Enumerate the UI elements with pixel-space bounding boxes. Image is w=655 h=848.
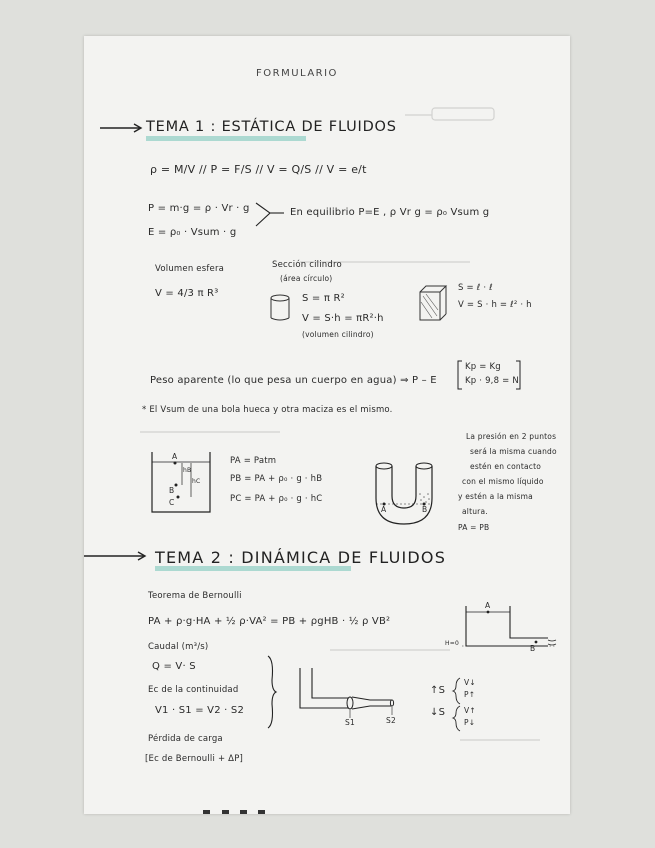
pressure-note-line: altura.	[462, 507, 488, 516]
cylinder-section-formula: S = π R²	[302, 293, 345, 304]
buoyancy-formula: E = ρ₀ · Vsum · g	[148, 227, 237, 238]
tema2-heading: TEMA 2 : DINÁMICA DE FLUIDOS	[155, 548, 447, 567]
u-tube-label-b: B	[422, 505, 428, 514]
prism-volume-formula: V = S · h = ℓ² · h	[458, 300, 532, 310]
pressure-increase: P↑	[464, 690, 476, 699]
cylinder-section-sub: (área círculo)	[280, 274, 333, 283]
pressure-b-formula: PB = PA + ρ₀ · g · hB	[230, 474, 323, 484]
pressure-note-line: La presión en 2 puntos	[466, 432, 557, 441]
bernoulli-label-b: B	[530, 644, 536, 653]
page-title: FORMULARIO	[256, 68, 338, 79]
head-loss-formula: [Ec de Bernoulli + ΔP]	[145, 754, 244, 764]
apparent-weight-formula: Peso aparente (lo que pesa un cuerpo en agua) ⇒ P – E	[150, 375, 437, 386]
pressure-note-line: será la misma cuando	[470, 447, 557, 456]
cylinder-volume-sub: (volumen cilindro)	[302, 330, 374, 339]
pressure-note-line: estén en contacto	[470, 462, 542, 471]
tank-label-hb: hB	[183, 467, 192, 474]
flow-rate-formula: Q = V· S	[152, 661, 196, 672]
pressure-decrease: P↓	[464, 718, 476, 727]
velocity-increase: V↑	[464, 706, 476, 715]
sphere-volume-label: Volumen esfera	[155, 264, 225, 274]
pressure-note-line: y estén a la misma	[458, 492, 533, 501]
flow-rate-label: Caudal (m³/s)	[148, 642, 209, 652]
weight-formula: P = m·g = ρ · Vr · g	[148, 203, 250, 214]
tank-label-c: C	[169, 498, 175, 507]
kp-kg-conversion: Kp = Kg	[465, 362, 501, 372]
sphere-volume-formula: V = 4/3 π R³	[155, 288, 219, 299]
bernoulli-label-a: A	[485, 601, 491, 610]
u-tube-label-a: A	[381, 505, 387, 514]
pa-equals-pb: PA = PB	[458, 523, 490, 532]
bernoulli-label: Teorema de Bernoulli	[148, 591, 242, 601]
cylinder-volume-formula: V = S·h = πR²·h	[302, 313, 384, 324]
cylinder-section-label: Sección cilindro	[272, 260, 342, 270]
tank-label-b: B	[169, 486, 175, 495]
pressure-c-formula: PC = PA + ρ₀ · g · hC	[230, 494, 323, 504]
bernoulli-formula: PA + ρ·g·HA + ½ ρ·VA² = PB + ρgHB · ½ ρ VB²	[148, 616, 391, 627]
velocity-decrease: V↓	[464, 678, 476, 687]
pipe-section-2: S2	[386, 716, 396, 725]
tank-label-hc: hC	[192, 478, 201, 485]
tank-label-a: A	[172, 452, 178, 461]
continuity-label: Ec de la continuidad	[148, 685, 239, 695]
submerged-volume-note: * El Vsum de una bola hueca y otra maciza es el mismo.	[142, 405, 393, 415]
pipe-section-1: S1	[345, 718, 355, 727]
prism-area-formula: S = ℓ · ℓ	[458, 283, 493, 293]
height-zero-label: H=0	[445, 640, 459, 647]
tema1-heading: TEMA 1 : ESTÁTICA DE FLUIDOS	[146, 119, 397, 135]
density-pressure-formulas: ρ = M/V // P = F/S // V = Q/S // V = e/t	[150, 163, 367, 176]
equilibrium-formula: En equilibrio P=E , ρ Vr g = ρ₀ Vsum g	[290, 207, 490, 218]
pressure-a-formula: PA = Patm	[230, 456, 277, 466]
continuity-formula: V1 · S1 = V2 · S2	[155, 705, 245, 716]
pressure-note-line: con el mismo líquido	[462, 477, 544, 486]
head-loss-label: Pérdida de carga	[148, 734, 223, 744]
kp-newton-conversion: Kp · 9,8 = N	[465, 376, 519, 386]
section-increase: ↑S	[430, 685, 446, 696]
section-decrease: ↓S	[430, 707, 446, 718]
